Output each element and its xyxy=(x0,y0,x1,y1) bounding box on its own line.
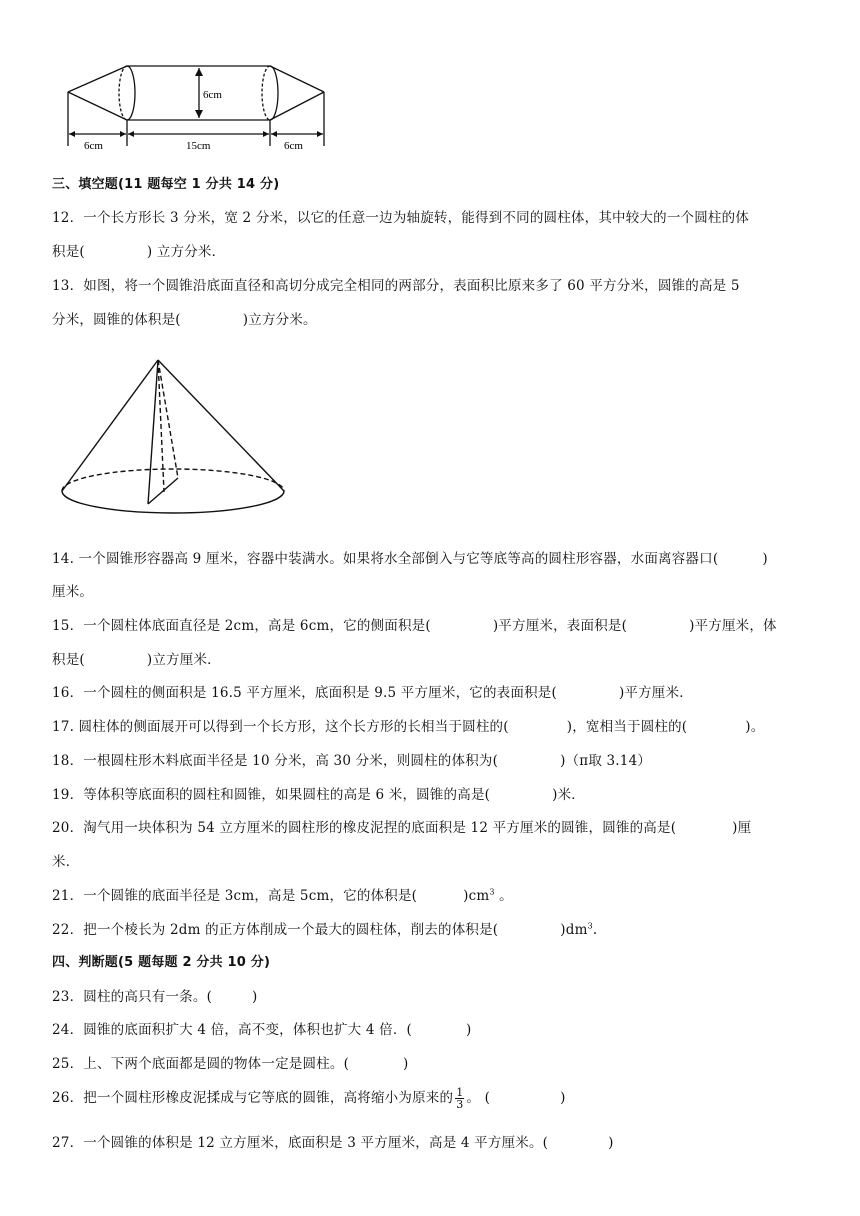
q26-text-c: ) xyxy=(560,1090,566,1106)
q25-text-a: 25．上、下两个底面都是圆的物体一定是圆柱。( xyxy=(52,1056,350,1072)
q12-text-a: 积是( xyxy=(52,244,85,260)
q12-line2 xyxy=(52,240,225,260)
q22-text-a: 22．把一个棱长为 2dm 的正方体削成一个最大的圆柱体，削去的体积是( xyxy=(52,922,499,938)
q22-text-c: . xyxy=(592,922,598,938)
q14-text-a: 14. 一个圆锥形容器高 9 厘米，容器中装满水。如果将水全部倒入与它等底等高的圆柱形容器，水面离容器口( xyxy=(52,551,719,567)
q23-text-a: 23．圆柱的高只有一条。( xyxy=(52,989,213,1005)
q19-text-b: )米． xyxy=(552,787,585,803)
q17-text-a: 17. 圆柱体的侧面展开可以得到一个长方形，这个长方形的长相当于圆柱的( xyxy=(52,719,509,735)
q15-line1 xyxy=(52,614,777,634)
q19-line xyxy=(52,783,585,803)
q20-text-a: 20．淘气用一块体积为 54 立方厘米的圆柱形的橡皮泥捏的底面积是 12 平方厘米的圆锥，圆锥的高是( xyxy=(52,820,677,836)
q26-text-a: 26．把一个圆柱形橡皮泥揉成与它等底的圆锥，高将缩小为原来的 xyxy=(52,1090,454,1106)
q27-text-a: 27．一个圆锥的体积是 12 立方厘米，底面积是 3 平方厘米，高是 4 平方厘米。( xyxy=(52,1135,549,1151)
q22-line xyxy=(52,918,597,938)
q21-text-c: 。 xyxy=(494,888,513,904)
q12-line1: 12．一个长方形长 3 分米，宽 2 分米，以它的任意一边为轴旋转，能得到不同的圆柱体，其中较大的一个圆柱的体 xyxy=(52,210,750,226)
q23-text-b: ) xyxy=(252,989,258,1005)
q24-text-b: ) xyxy=(466,1022,472,1038)
q16-line xyxy=(52,681,693,701)
q20-text-b: )厘 xyxy=(732,820,752,836)
q21-line xyxy=(52,884,513,904)
q18-text-a: 18．一根圆柱形木料底面半径是 10 分米，高 30 分米，则圆柱的体积为( xyxy=(52,753,499,769)
q17-text-b: )，宽相当于圆柱的( xyxy=(566,719,688,735)
q15-text-d: 积是( xyxy=(52,652,85,668)
section-4-title: 四、判断题(5 题每题 2 分共 10 分) xyxy=(52,955,271,970)
fraction-denominator: 3 xyxy=(456,1098,464,1111)
one-third-fraction xyxy=(455,1087,464,1110)
q22-text-b: )dm xyxy=(560,922,588,938)
middle-length-label: 15cm xyxy=(186,140,211,152)
q15-text-b: )平方厘米，表面积是( xyxy=(492,618,628,634)
fraction-numerator: 1 xyxy=(456,1086,464,1099)
q26-text-b: 。 ( xyxy=(466,1090,491,1106)
height-label: 6cm xyxy=(203,89,222,101)
q17-text-c: )。 xyxy=(745,719,765,735)
q20-line1 xyxy=(52,816,808,836)
q24-line xyxy=(52,1018,471,1038)
q20-line2: 米． xyxy=(52,854,80,870)
q18-line xyxy=(52,749,651,769)
q23-line xyxy=(52,985,258,1005)
q17-line xyxy=(52,715,764,735)
q25-text-b: ) xyxy=(403,1056,409,1072)
q15-line2 xyxy=(52,648,221,668)
q25-line xyxy=(52,1052,409,1072)
q26-line xyxy=(52,1086,566,1110)
q14-line2: 厘米。 xyxy=(52,584,94,600)
q13-text-a: 分米，圆锥的体积是( xyxy=(52,312,181,328)
q16-text-a: 16．一个圆柱的侧面积是 16.5 平方厘米，底面积是 9.5 平方厘米，它的表面积是( xyxy=(52,685,557,701)
right-length-label: 6cm xyxy=(284,140,303,152)
q24-text-a: 24．圆锥的底面积扩大 4 倍，高不变，体积也扩大 4 倍．( xyxy=(52,1022,412,1038)
q14-line1 xyxy=(52,547,808,567)
q15-text-a: 15．一个圆柱体底面直径是 2cm，高是 6cm，它的侧面积是( xyxy=(52,618,431,634)
q27-line xyxy=(52,1131,614,1151)
q22-unit-superscript: 3 xyxy=(587,921,593,931)
q13-line2 xyxy=(52,308,317,328)
q15-text-c: )平方厘米，体 xyxy=(689,618,777,634)
cylinder-cones-figure xyxy=(60,58,335,153)
q13-line1: 13．如图，将一个圆锥沿底面直径和高切分成完全相同的两部分，表面积比原来多了 60 平方分米，圆锥的高是 5 xyxy=(52,278,740,294)
q15-text-e: )立方厘米． xyxy=(146,652,221,668)
q12-text-b: ) 立方分米． xyxy=(146,244,226,260)
q16-text-b: )平方厘米． xyxy=(618,685,693,701)
q14-text-b: ) xyxy=(762,551,768,567)
q21-text-a: 21．一个圆锥的底面半径是 3cm，高是 5cm，它的体积是( xyxy=(52,888,418,904)
section-3-title: 三、填空题(11 题每空 1 分共 14 分) xyxy=(52,177,280,192)
left-length-label: 6cm xyxy=(84,140,103,152)
q21-unit-superscript: 3 xyxy=(489,887,495,897)
q19-text-a: 19．等体积等底面积的圆柱和圆锥，如果圆柱的高是 6 米，圆锥的高是( xyxy=(52,787,491,803)
q18-text-b: )（π取 3.14） xyxy=(560,753,652,769)
q13-text-b: )立方分米。 xyxy=(242,312,317,328)
q21-text-b: )cm xyxy=(463,888,490,904)
q27-text-b: ) xyxy=(608,1135,614,1151)
cone-cut-figure xyxy=(58,352,288,522)
